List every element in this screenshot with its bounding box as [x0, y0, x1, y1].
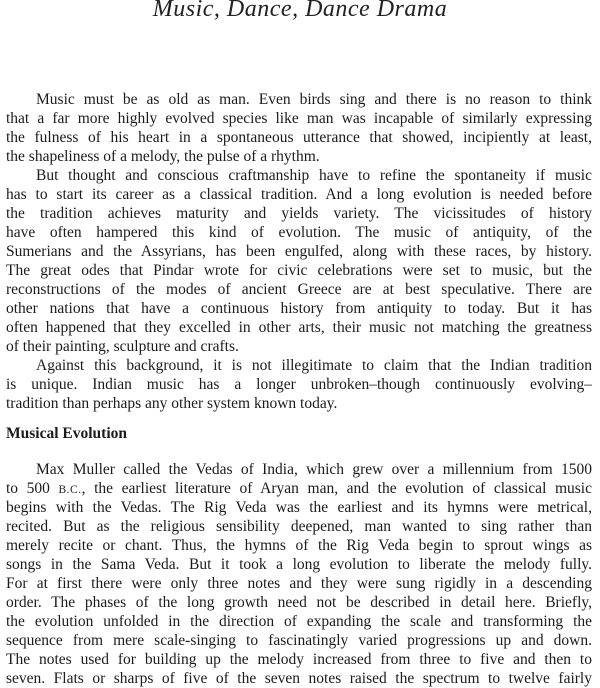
text-line: seven. Flats or sharps of five of the seven notes raised the spectrum to twelve fairly [6, 670, 592, 687]
text-line: Against this background, it is not illegitimate to claim that the Indian tradition [36, 357, 592, 374]
text-line: order. The phases of the long growth need not be described in detail here. Briefly, [6, 594, 592, 611]
text-line: recited. But as the religious sensibility deepened, man wanted to sing rather than [6, 518, 592, 535]
text-line: begins with the Vedas. The Rig Veda was the earliest and its hymns were metrical, [6, 499, 592, 516]
text-line: have often hampered this kind of evolution. The music of antiquity, of the [6, 224, 592, 241]
text-line: Sumerians and the Assyrians, has been engulfed, along with these races, by history. [6, 243, 592, 260]
text-line: The notes used for building up the melody increased from three to five and then to [6, 651, 592, 668]
text-line: the evolution unfolded in the direction of expanding the scale and transforming the [6, 613, 592, 630]
text-line: tradition than perhaps any other system known today. [6, 395, 338, 412]
text-line: is unique. Indian music has a longer unbroken–though continuously evolving– [6, 376, 592, 393]
text-line: the fulness of his heart in a spontaneous utterance that showed, incipiently at least, [6, 129, 592, 146]
era-abbreviation: B.C. [58, 484, 82, 496]
text-line: For at first there were only three notes and they were sung rigidly in a descending [6, 575, 592, 592]
text-line: merely recite or chant. Thus, the hymns of the Rig Veda begin to sprout wings as [6, 537, 592, 554]
page-title: Music, Dance, Dance Drama [152, 0, 448, 22]
text-line: reconstructions of the modes of ancient Greece are at best speculative. There are [6, 281, 592, 298]
text-line: has to start its career as a classical tradition. And a long evolution is needed before [6, 186, 592, 203]
text-line: the tradition achieves maturity and yields variety. The vicissitudes of history [6, 205, 592, 222]
text-line: of their painting, sculpture and crafts. [6, 338, 239, 355]
section-heading: Musical Evolution [6, 425, 128, 442]
text-line: The great odes that Pindar wrote for civic celebrations were set to music, but the [6, 262, 592, 279]
text-fragment: , the earliest literature of Aryan man, and the evolution of classical music [81, 480, 592, 497]
text-line: But thought and conscious craftmanship have to refine the spontaneity if music [36, 167, 592, 184]
text-line: songs in the Sama Veda. But it took a long evolution to liberate the melody fully. [6, 556, 592, 573]
text-line: often happened that they excelled in other arts, their music not matching the greatness [6, 319, 592, 336]
text-line-with-smallcaps [6, 479, 592, 500]
text-line: Max Muller called the Vedas of India, which grew over a millennium from 1500 [36, 461, 592, 478]
text-line: sequence from mere scale-singing to fascinatingly varied progressions up and down. [6, 632, 592, 649]
text-line: Music must be as old as man. Even birds sing and there is no reason to think [36, 91, 592, 108]
text-fragment: to 500 [6, 480, 59, 497]
text-line: that a far more highly evolved species like man was incapable of similarly expressing [6, 110, 592, 127]
text-line: other nations that have a continuous history from antiquity to today. But it has [6, 300, 592, 317]
text-line: the shapeliness of a melody, the pulse of a rhythm. [6, 148, 320, 165]
